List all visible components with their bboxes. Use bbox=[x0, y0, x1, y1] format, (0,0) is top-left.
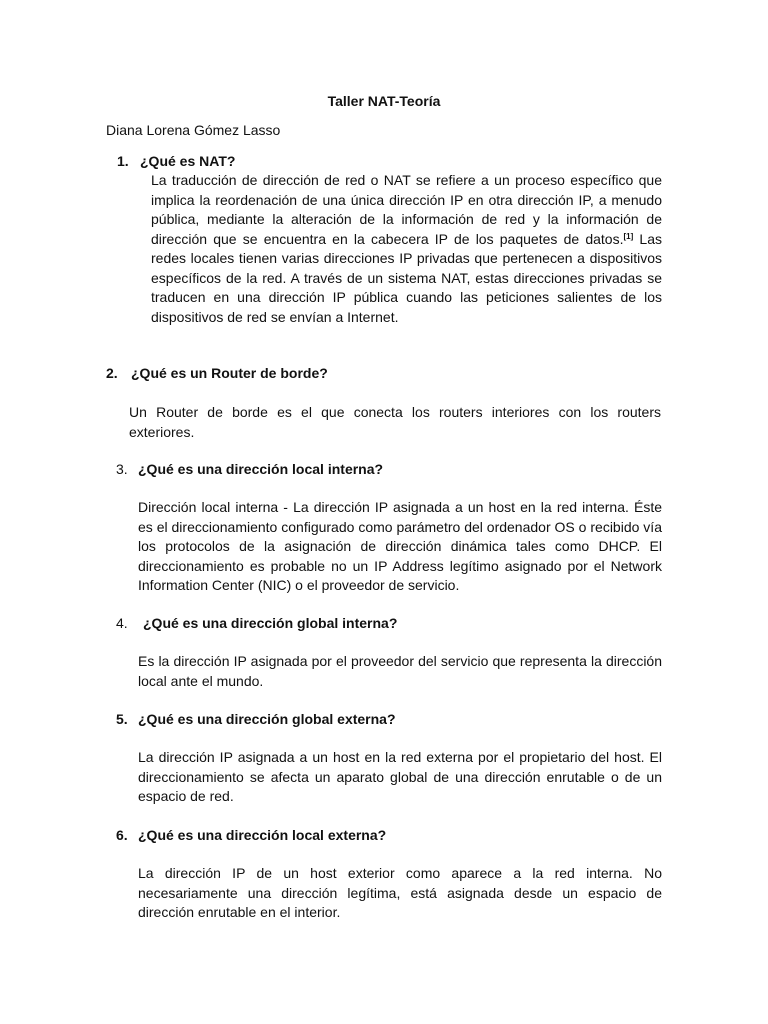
document-title: Taller NAT-Teoría bbox=[327, 93, 441, 109]
answer-text: Un Router de borde es el que conecta los routers interiores con los routers exteriores. bbox=[129, 404, 661, 440]
footnote-reference[interactable]: [1] bbox=[623, 231, 634, 241]
question-heading: ¿Qué es una dirección global externa? bbox=[138, 711, 396, 727]
answer-paragraph bbox=[138, 652, 662, 691]
question-heading: ¿Qué es una dirección local interna? bbox=[138, 461, 384, 477]
question-number: 1. bbox=[117, 153, 129, 169]
answer-paragraph bbox=[129, 403, 661, 442]
answer-paragraph bbox=[138, 498, 662, 596]
question-number: 5. bbox=[116, 711, 128, 727]
answer-paragraph bbox=[138, 748, 662, 807]
question-heading: ¿Qué es una dirección global interna? bbox=[143, 615, 398, 631]
answer-text: Dirección local interna - La dirección IP asignada a un host en la red interna. Éste es el direccionamiento configurado como parámetro del ordenador OS o recibido vía los protocolos de la asignación de dirección dinámica tales como DHCP. El direccionamiento es probable no un IP Address legítimo asignado por el Network Information Center (NIC) o el proveedor de servicio. bbox=[138, 499, 662, 593]
answer-text: La traducción de dirección de red o NAT se refiere a un proceso específico que implica la reordenación de una única dirección IP en otra dirección IP, a menudo pública, mediante la alteración de la información de red y la información de dirección que se encuentra en la cabecera IP de los paquetes de datos. bbox=[151, 172, 662, 247]
answer-paragraph bbox=[151, 171, 662, 327]
answer-paragraph bbox=[138, 864, 662, 923]
question-number: 6. bbox=[116, 827, 128, 843]
question-number: 2. bbox=[106, 365, 118, 381]
question-heading: ¿Qué es un Router de borde? bbox=[131, 365, 328, 381]
answer-text: Las redes locales tienen varias direcciones IP privadas que pertenecen a dispositivos específicos de la red. A través de un sistema NAT, estas direcciones privadas se traducen en una dirección IP pública cuando las peticiones salientes de los dispositivos de red se envían a Internet. bbox=[151, 230, 663, 325]
author-name: Diana Lorena Gómez Lasso bbox=[106, 122, 281, 138]
question-number: 4. bbox=[116, 615, 128, 631]
answer-text: La dirección IP de un host exterior como aparece a la red interna. No necesariamente una dirección legítima, está asignada desde un espacio de dirección enrutable en el interior. bbox=[138, 865, 662, 920]
answer-text: Es la dirección IP asignada por el proveedor del servicio que representa la dirección local ante el mundo. bbox=[138, 653, 662, 689]
question-heading: ¿Qué es NAT? bbox=[140, 153, 236, 169]
answer-text: La dirección IP asignada a un host en la red externa por el propietario del host. El direccionamiento se afecta un aparato global de una dirección enrutable o de un espacio de red. bbox=[138, 749, 662, 804]
question-heading: ¿Qué es una dirección local externa? bbox=[138, 827, 387, 843]
question-number: 3. bbox=[116, 461, 128, 477]
